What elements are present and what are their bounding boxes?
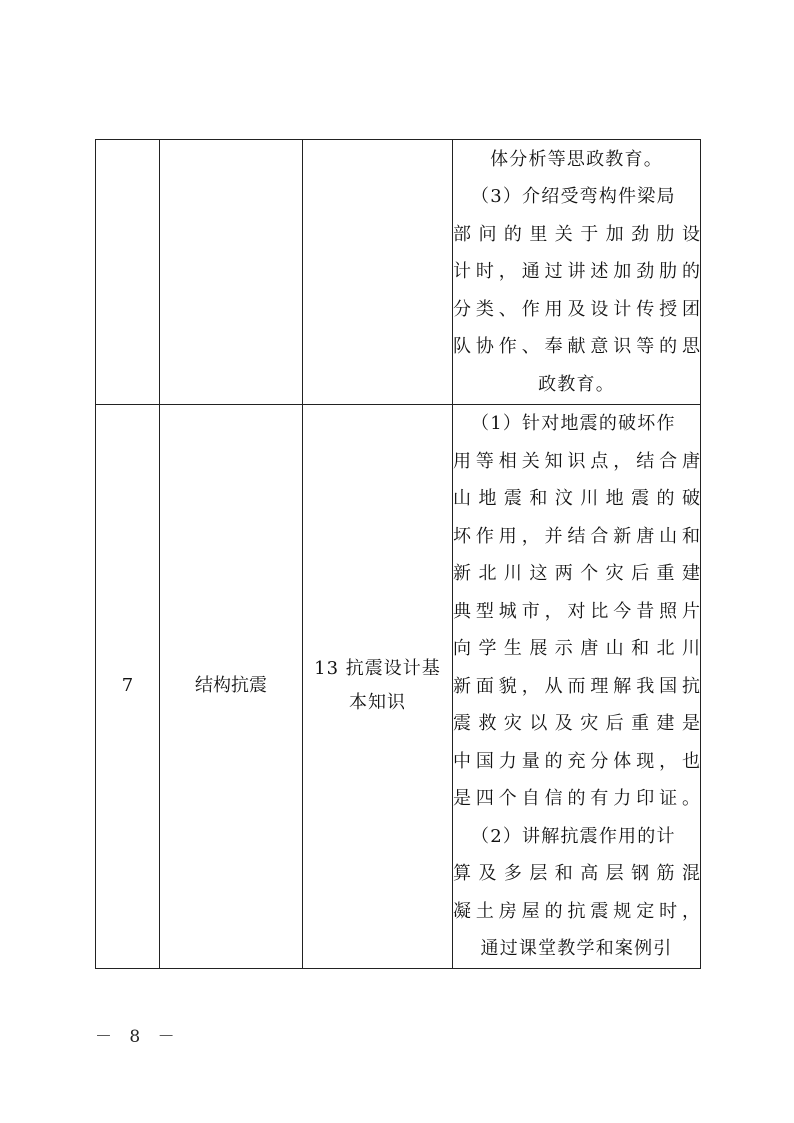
content-line: 中国力量的充分体现，也 bbox=[453, 750, 700, 772]
content-line: 分类、作用及设计传授团 bbox=[453, 298, 700, 320]
content-line: 政教育。 bbox=[538, 373, 615, 395]
content-line: 山地震和汶川地震的破 bbox=[453, 488, 700, 509]
content-line: 典型城市，对比今昔照片 bbox=[453, 600, 700, 622]
content-line: 是四个自信的有力印证。 bbox=[453, 788, 700, 809]
content-line: （3）介绍受弯构件梁局 bbox=[471, 186, 676, 208]
cell-course bbox=[160, 140, 303, 405]
content-line: 体分析等思政教育。 bbox=[490, 148, 663, 170]
cell-topic bbox=[303, 140, 453, 405]
content-line: （1）针对地震的破坏作 bbox=[471, 413, 676, 434]
content-line: 队协作、奉献意识等的思 bbox=[453, 336, 700, 358]
content-line: 震救灾以及灾后重建是 bbox=[453, 713, 700, 734]
content-line: 计时，通过讲述加劲肋的 bbox=[453, 261, 700, 283]
content-line: 凝土房屋的抗震规定时， bbox=[453, 900, 700, 922]
topic-line: 13 抗震设计基 bbox=[314, 658, 441, 680]
cell-course: 结构抗震 bbox=[160, 405, 303, 969]
content-line: 新面貌，从而理解我国抗 bbox=[453, 675, 700, 697]
course-table bbox=[95, 139, 701, 969]
cell-content bbox=[453, 405, 701, 969]
content-line: 新北川这两个灾后重建 bbox=[453, 563, 700, 584]
content-line: 坏作用，并结合新唐山和 bbox=[453, 525, 700, 547]
page-number: － 8 － bbox=[95, 1027, 181, 1047]
content-line: 向学生展示唐山和北川 bbox=[453, 638, 700, 659]
content-line: 算及多层和高层钢筋混 bbox=[453, 863, 700, 884]
content-line: 通过课堂教学和案例引 bbox=[480, 938, 673, 959]
topic-line: 本知识 bbox=[349, 692, 406, 714]
content-line: 部问的里关于加劲肋设 bbox=[453, 223, 700, 245]
table-row bbox=[96, 140, 701, 405]
cell-no bbox=[96, 140, 160, 405]
content-line: （2）讲解抗震作用的计 bbox=[471, 825, 676, 847]
cell-topic bbox=[303, 405, 453, 969]
content-line: 用等相关知识点，结合唐 bbox=[453, 450, 700, 472]
cell-no: 7 bbox=[96, 405, 160, 969]
table-row bbox=[96, 405, 701, 969]
cell-content bbox=[453, 140, 701, 405]
